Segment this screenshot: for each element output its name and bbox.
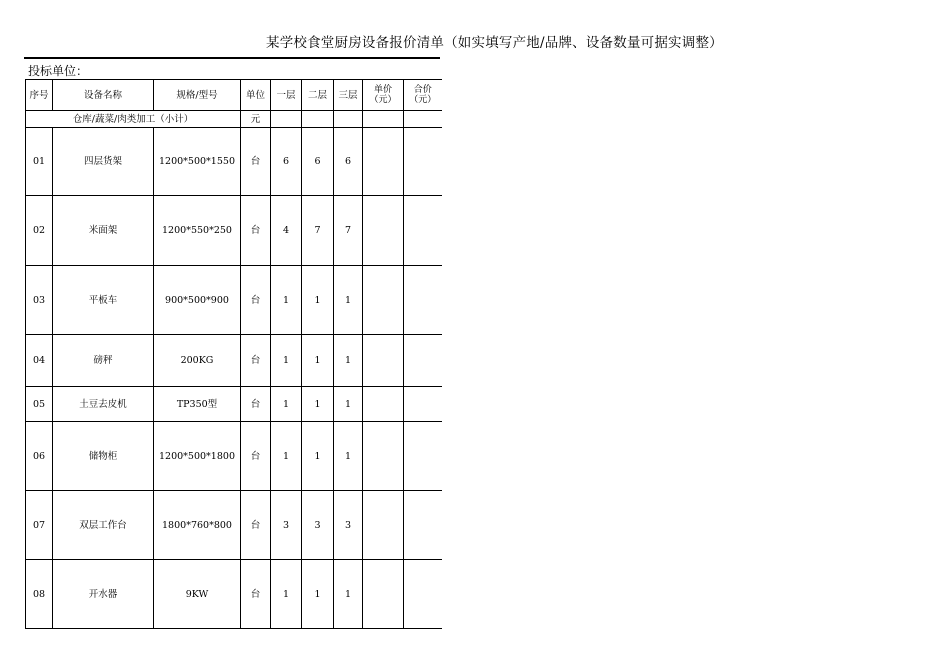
table-row xyxy=(26,128,442,196)
cell-floor-2: 1 xyxy=(302,387,334,422)
cell-unit: 台 xyxy=(241,491,271,560)
cell-spec: 1800*760*800 xyxy=(154,491,241,560)
header-floor-1: 一层 xyxy=(271,80,302,111)
cell-total xyxy=(404,196,442,266)
section-unit: 元 xyxy=(241,111,271,128)
cell-floor-1: 4 xyxy=(271,196,302,266)
cell-total xyxy=(404,422,442,491)
cell-floor-3: 1 xyxy=(334,335,363,387)
cell-no: 05 xyxy=(26,387,53,422)
cell-name: 平板车 xyxy=(53,266,154,335)
cell-unit-price xyxy=(363,196,404,266)
cell-no: 06 xyxy=(26,422,53,491)
cell-floor-3: 1 xyxy=(334,560,363,629)
cell-floor-2: 1 xyxy=(302,335,334,387)
cell-floor-1: 1 xyxy=(271,422,302,491)
cell-floor-3: 7 xyxy=(334,196,363,266)
section-floor-1 xyxy=(271,111,302,128)
cell-unit-price xyxy=(363,422,404,491)
cell-floor-1: 1 xyxy=(271,387,302,422)
header-name: 设备名称 xyxy=(53,80,154,111)
cell-floor-2: 1 xyxy=(302,560,334,629)
cell-total xyxy=(404,491,442,560)
cell-unit: 台 xyxy=(241,335,271,387)
cell-unit-price xyxy=(363,560,404,629)
quotation-table xyxy=(25,79,442,629)
cell-spec: 1200*550*250 xyxy=(154,196,241,266)
table-row xyxy=(26,196,442,266)
cell-no: 03 xyxy=(26,266,53,335)
header-unit: 单位 xyxy=(241,80,271,111)
cell-floor-1: 3 xyxy=(271,491,302,560)
cell-total xyxy=(404,560,442,629)
cell-total xyxy=(404,266,442,335)
table-row xyxy=(26,422,442,491)
cell-floor-2: 1 xyxy=(302,422,334,491)
header-total-label: 合价 xyxy=(413,85,432,95)
cell-floor-2: 1 xyxy=(302,266,334,335)
table-row xyxy=(26,560,442,629)
section-label: 仓库/蔬菜/肉类加工（小计） xyxy=(26,111,241,128)
table-row xyxy=(26,491,442,560)
cell-unit-price xyxy=(363,335,404,387)
cell-spec: 200KG xyxy=(154,335,241,387)
cell-floor-2: 3 xyxy=(302,491,334,560)
cell-unit: 台 xyxy=(241,560,271,629)
cell-total xyxy=(404,335,442,387)
cell-spec: TP350型 xyxy=(154,387,241,422)
section-total xyxy=(404,111,442,128)
section-floor-2 xyxy=(302,111,334,128)
cell-unit: 台 xyxy=(241,387,271,422)
table-row xyxy=(26,387,442,422)
section-floor-3 xyxy=(334,111,363,128)
cell-spec: 900*500*900 xyxy=(154,266,241,335)
cell-spec: 1200*500*1550 xyxy=(154,128,241,196)
cell-floor-3: 3 xyxy=(334,491,363,560)
header-no: 序号 xyxy=(26,80,53,111)
cell-floor-3: 6 xyxy=(334,128,363,196)
cell-unit-price xyxy=(363,266,404,335)
cell-unit: 台 xyxy=(241,266,271,335)
cell-unit: 台 xyxy=(241,196,271,266)
cell-unit-price xyxy=(363,128,404,196)
header-unit-price-currency: （元） xyxy=(369,95,397,105)
cell-unit: 台 xyxy=(241,422,271,491)
header-floor-2: 二层 xyxy=(302,80,334,111)
cell-floor-2: 7 xyxy=(302,196,334,266)
cell-no: 01 xyxy=(26,128,53,196)
cell-floor-1: 1 xyxy=(271,266,302,335)
header-total xyxy=(404,80,442,111)
cell-spec: 9KW xyxy=(154,560,241,629)
cell-unit-price xyxy=(363,491,404,560)
cell-name: 米面架 xyxy=(53,196,154,266)
cell-name: 开水器 xyxy=(53,560,154,629)
cell-total xyxy=(404,387,442,422)
cell-name: 储物柜 xyxy=(53,422,154,491)
cell-no: 08 xyxy=(26,560,53,629)
cell-no: 07 xyxy=(26,491,53,560)
bidder-label: 投标单位： xyxy=(28,64,89,78)
cell-total xyxy=(404,128,442,196)
cell-no: 04 xyxy=(26,335,53,387)
table-row xyxy=(26,335,442,387)
cell-floor-1: 6 xyxy=(271,128,302,196)
section-row xyxy=(26,111,442,128)
table-row xyxy=(26,266,442,335)
document-title: 某学校食堂厨房设备报价清单（如实填写产地/品牌、设备数量可据实调整） xyxy=(266,35,723,51)
header-spec: 规格/型号 xyxy=(154,80,241,111)
header-unit-price xyxy=(363,80,404,111)
header-row xyxy=(26,80,442,111)
cell-name: 双层工作台 xyxy=(53,491,154,560)
cell-floor-1: 1 xyxy=(271,560,302,629)
cell-spec: 1200*500*1800 xyxy=(154,422,241,491)
cell-unit: 台 xyxy=(241,128,271,196)
title-divider xyxy=(24,57,440,59)
cell-name: 磅秤 xyxy=(53,335,154,387)
cell-name: 土豆去皮机 xyxy=(53,387,154,422)
cell-floor-3: 1 xyxy=(334,422,363,491)
cell-floor-3: 1 xyxy=(334,266,363,335)
cell-floor-2: 6 xyxy=(302,128,334,196)
cell-name: 四层货架 xyxy=(53,128,154,196)
cell-floor-1: 1 xyxy=(271,335,302,387)
header-floor-3: 三层 xyxy=(334,80,363,111)
section-unit-price xyxy=(363,111,404,128)
header-total-currency: （元） xyxy=(409,95,437,105)
header-unit-price-label: 单价 xyxy=(373,85,392,95)
cell-no: 02 xyxy=(26,196,53,266)
cell-floor-3: 1 xyxy=(334,387,363,422)
cell-unit-price xyxy=(363,387,404,422)
